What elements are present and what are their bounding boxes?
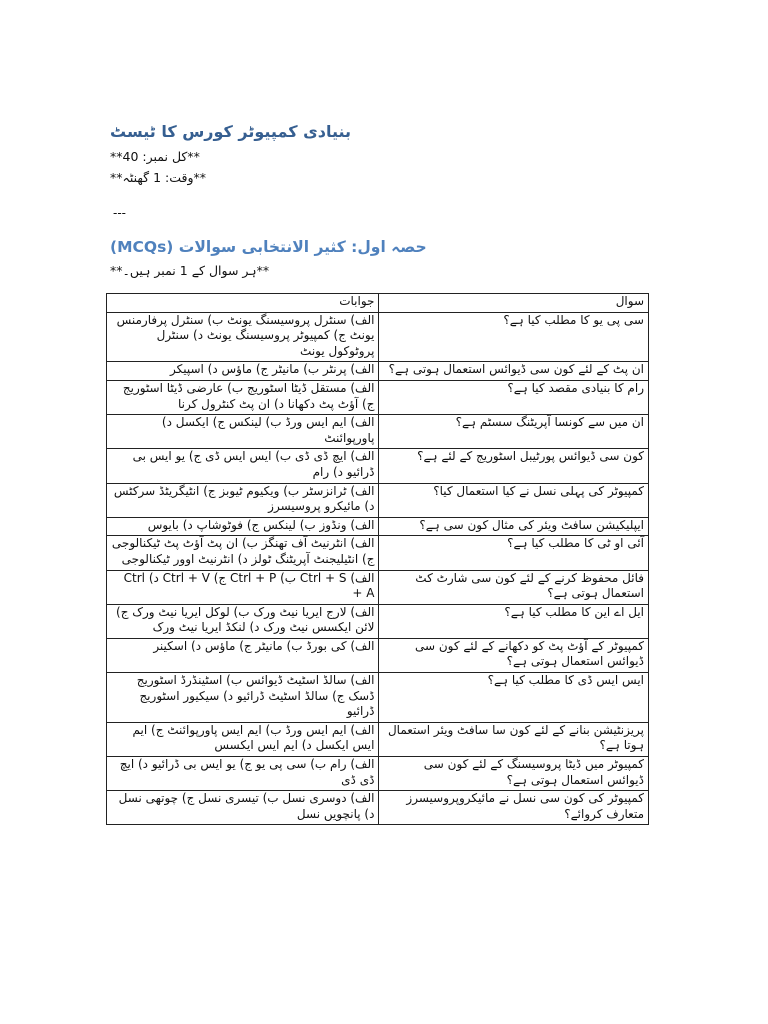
question-cell: کمپیوٹر میں ڈیٹا پروسیسنگ کے لئے کون سی ڈیوائس استعمال ہوتی ہے؟ [379, 757, 649, 791]
table-row [107, 791, 649, 825]
table-row [107, 362, 649, 381]
table-row [107, 312, 649, 362]
answers-cell: الف) ایم ایس ورڈ ب) ایم ایس پاورپوائنٹ ج) ایم ایس ایکسل د) ایم ایس ایکسس [107, 722, 379, 756]
question-cell: آئی او ٹی کا مطلب کیا ہے؟ [379, 536, 649, 570]
question-cell: کون سی ڈیوائس پورٹیبل اسٹوریج کے لئے ہے؟ [379, 449, 649, 483]
question-cell: فائل محفوظ کرنے کے لئے کون سی شارٹ کٹ استعمال ہوتی ہے؟ [379, 570, 649, 604]
answers-cell: الف) کی بورڈ ب) مانیٹر ج) ماؤس د) اسکینر [107, 638, 379, 672]
table-row [107, 722, 649, 756]
document-title: بنیادی کمپیوٹر کورس کا ٹیسٹ [110, 122, 352, 141]
question-cell: ایل اے این کا مطلب کیا ہے؟ [379, 604, 649, 638]
table-row [107, 757, 649, 791]
table-row [107, 638, 649, 672]
table-body [107, 312, 649, 825]
question-cell: پریزنٹیشن بنانے کے لئے کون سا سافٹ ویئر استعمال ہوتا ہے؟ [379, 722, 649, 756]
question-cell: کمپیوٹر کی پہلی نسل نے کیا استعمال کیا؟ [379, 483, 649, 517]
answers-cell: الف) دوسری نسل ب) تیسری نسل ج) چوتھی نسل د) پانچویں نسل [107, 791, 379, 825]
answers-cell: الف) مستقل ڈیٹا اسٹوریج ب) عارضی ڈیٹا اسٹوریج ج) آؤٹ پٹ دکھانا د) ان پٹ کنٹرول کرنا [107, 380, 379, 414]
table-row [107, 604, 649, 638]
answers-cell: الف) پرنٹر ب) مانیٹر ج) ماؤس د) اسپیکر [107, 362, 379, 381]
header-answers: جوابات [107, 294, 379, 313]
answers-cell: الف) ایچ ڈی ڈی ب) ایس ایس ڈی ج) یو ایس بی ڈرائیو د) رام [107, 449, 379, 483]
total-marks: **کل نمبر: 40** [110, 149, 200, 164]
table-row [107, 483, 649, 517]
question-cell: ایس ایس ڈی کا مطلب کیا ہے؟ [379, 673, 649, 723]
table-row [107, 673, 649, 723]
question-cell: ان پٹ کے لئے کون سی ڈیوائس استعمال ہوتی ہے؟ [379, 362, 649, 381]
section-note: **ہر سوال کے 1 نمبر ہیں۔** [110, 263, 270, 278]
answers-cell: الف) ٹرانزسٹر ب) ویکیوم ٹیوبز ج) انٹیگریٹڈ سرکٹس د) مائیکرو پروسیسرز [107, 483, 379, 517]
table-row [107, 536, 649, 570]
answers-cell: الف) سنٹرل پروسیسنگ یونٹ ب) سنٹرل پرفارمنس یونٹ ج) کمپیوٹر پروسیسنگ یونٹ د) سنٹرل پروٹوکول یونٹ [107, 312, 379, 362]
answers-cell: الف) سالڈ اسٹیٹ ڈیوائس ب) اسٹینڈرڈ اسٹوریج ڈسک ج) سالڈ اسٹیٹ ڈرائیو د) سیکیور اسٹوریج ڈرائیو [107, 673, 379, 723]
answers-cell: الف) ایم ایس ورڈ ب) لینکس ج) ایکسل د) پاورپوائنٹ [107, 415, 379, 449]
answers-cell: الف) ونڈوز ب) لینکس ج) فوٹوشاپ د) بایوس [107, 517, 379, 536]
answers-cell: الف) لارج ایریا نیٹ ورک ب) لوکل ایریا نیٹ ورک ج) لائن ایکسس نیٹ ورک د) لنکڈ ایریا نیٹ ورک [107, 604, 379, 638]
separator: --- [113, 206, 126, 220]
question-cell: کمپیوٹر کے آؤٹ پٹ کو دکھانے کے لئے کون سی ڈیوائس استعمال ہوتی ہے؟ [379, 638, 649, 672]
question-cell: سی پی یو کا مطلب کیا ہے؟ [379, 312, 649, 362]
table-row [107, 415, 649, 449]
answers-cell: الف) رام ب) سی پی یو ج) یو ایس بی ڈرائیو د) ایچ ڈی ڈی [107, 757, 379, 791]
header-question: سوال [379, 294, 649, 313]
section-title: حصہ اول: کثیر الانتخابی سوالات (MCQs) [110, 238, 427, 256]
table-row [107, 380, 649, 414]
table-row [107, 570, 649, 604]
mcq-table [106, 293, 649, 825]
question-cell: ان میں سے کونسا آپریٹنگ سسٹم ہے؟ [379, 415, 649, 449]
table-header-row [107, 294, 649, 313]
answers-cell: الف) Ctrl + S ب) Ctrl + P ج) Ctrl + V د) Ctrl + A [107, 570, 379, 604]
question-cell: کمپیوٹر کی کون سی نسل نے مائیکروپروسیسرز متعارف کروائے؟ [379, 791, 649, 825]
answers-cell: الف) انٹرنیٹ آف تھنگز ب) ان پٹ آؤٹ پٹ ٹیکنالوجی ج) انٹیلیجنٹ آپریٹنگ ٹولز د) انٹرنیٹ اوور ٹیکنالوجی [107, 536, 379, 570]
question-cell: رام کا بنیادی مقصد کیا ہے؟ [379, 380, 649, 414]
table-row [107, 517, 649, 536]
table-row [107, 449, 649, 483]
time-limit: **وقت: 1 گھنٹہ** [110, 170, 206, 185]
question-cell: ایپلیکیشن سافٹ ویئر کی مثال کون سی ہے؟ [379, 517, 649, 536]
